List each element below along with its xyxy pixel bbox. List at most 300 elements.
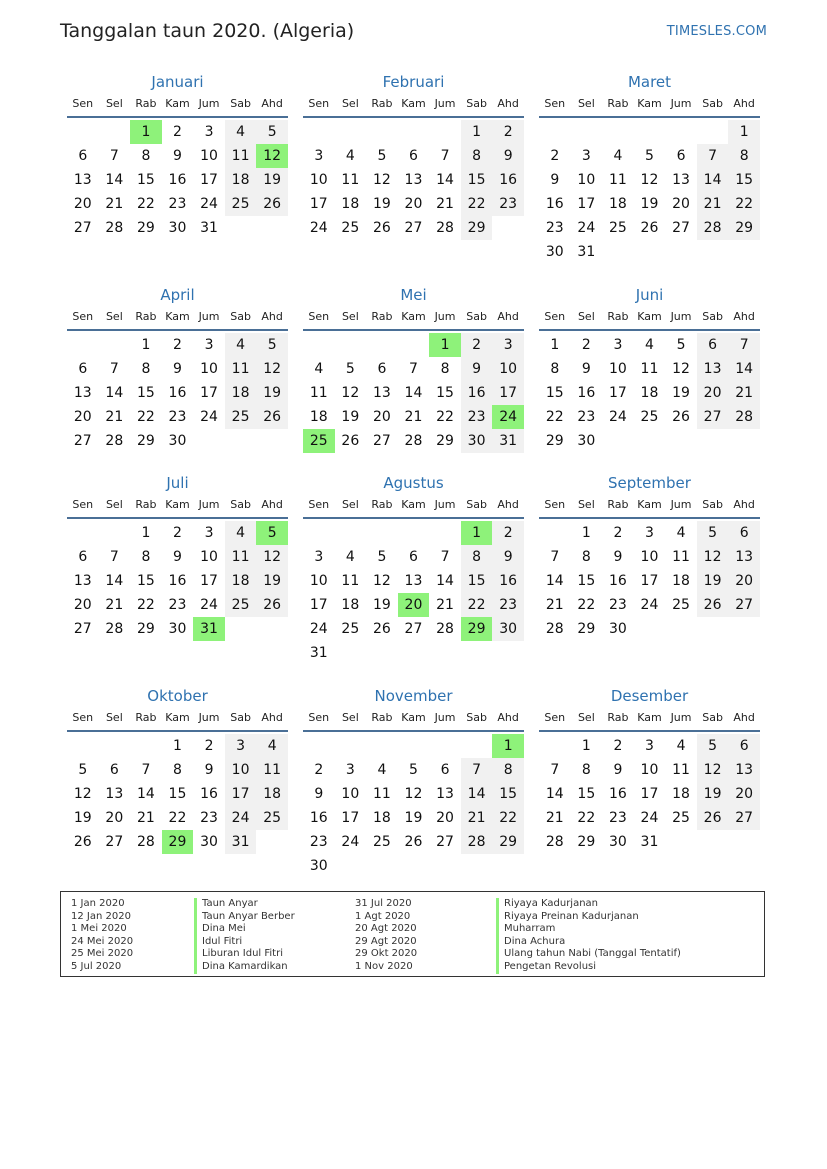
day-cell: 2 bbox=[492, 120, 524, 144]
weekday-label: Rab bbox=[135, 310, 157, 323]
day-cell: 2 bbox=[173, 525, 182, 541]
day-cell: 31 bbox=[577, 244, 596, 260]
day-cell: 22 bbox=[577, 810, 596, 826]
empty-cell bbox=[67, 333, 99, 357]
day-cell: 31 bbox=[309, 645, 328, 661]
holiday-day-cell: 29 bbox=[162, 830, 194, 854]
weekday-label: Sel bbox=[577, 498, 595, 511]
empty-cell bbox=[303, 521, 335, 545]
empty-cell bbox=[665, 120, 697, 144]
weekday-header bbox=[67, 710, 288, 732]
day-cell: 10 bbox=[225, 758, 257, 782]
weekday-label: Jum bbox=[198, 310, 220, 323]
day-cell: 25 bbox=[341, 621, 360, 637]
day-cell: 7 bbox=[409, 361, 418, 377]
weekday-label: Ahd bbox=[261, 310, 283, 323]
day-cell: 11 bbox=[225, 144, 257, 168]
day-cell: 26 bbox=[640, 220, 659, 236]
day-cell: 25 bbox=[640, 409, 659, 425]
day-grid bbox=[539, 333, 760, 453]
day-cell: 21 bbox=[105, 597, 124, 613]
day-cell: 17 bbox=[200, 573, 218, 589]
weekday-label: Sab bbox=[230, 498, 251, 511]
month-maret bbox=[539, 72, 760, 264]
day-cell: 11 bbox=[225, 545, 257, 569]
weekday-label: Sel bbox=[105, 711, 123, 724]
day-cell: 23 bbox=[168, 196, 187, 212]
day-cell: 4 bbox=[345, 148, 355, 164]
day-cell: 23 bbox=[608, 597, 627, 613]
day-cell: 24 bbox=[640, 810, 659, 826]
holiday-day-cell: 29 bbox=[461, 617, 493, 641]
weekday-label: Sel bbox=[341, 97, 359, 110]
holiday-day-cell: 12 bbox=[256, 144, 288, 168]
day-cell: 17 bbox=[341, 810, 360, 826]
day-cell: 13 bbox=[728, 758, 760, 782]
day-cell: 13 bbox=[404, 172, 423, 188]
day-cell: 3 bbox=[225, 734, 257, 758]
day-cell: 26 bbox=[404, 834, 423, 850]
weekday-label: Jum bbox=[198, 498, 220, 511]
day-cell: 21 bbox=[105, 196, 124, 212]
empty-cell bbox=[539, 521, 571, 545]
day-cell: 24 bbox=[341, 834, 360, 850]
month-agustus bbox=[303, 473, 524, 665]
day-cell: 9 bbox=[204, 762, 214, 778]
weekday-label: Ahd bbox=[733, 310, 755, 323]
weekday-label: Rab bbox=[607, 498, 629, 511]
weekday-label: Sab bbox=[466, 310, 487, 323]
day-cell: 19 bbox=[697, 782, 729, 806]
day-cell: 17 bbox=[200, 172, 218, 188]
day-cell: 20 bbox=[105, 810, 124, 826]
day-cell: 11 bbox=[341, 573, 360, 589]
empty-cell bbox=[130, 734, 162, 758]
day-cell: 12 bbox=[697, 758, 729, 782]
day-cell: 19 bbox=[341, 409, 360, 425]
legend-holiday-name: Liburan Idul Fitri bbox=[194, 948, 295, 961]
day-cell: 11 bbox=[309, 385, 328, 401]
day-cell: 20 bbox=[436, 810, 454, 826]
day-cell: 9 bbox=[492, 545, 524, 569]
day-cell: 15 bbox=[728, 168, 760, 192]
empty-cell bbox=[366, 120, 398, 144]
month-name: Juli bbox=[166, 474, 189, 492]
day-cell: 13 bbox=[73, 385, 92, 401]
empty-cell bbox=[303, 120, 335, 144]
legend-names-right bbox=[496, 898, 681, 974]
day-cell: 23 bbox=[608, 810, 627, 826]
day-cell: 22 bbox=[136, 196, 155, 212]
day-cell: 6 bbox=[377, 361, 387, 377]
day-cell: 30 bbox=[577, 433, 596, 449]
weekday-label: Sab bbox=[702, 97, 723, 110]
day-cell: 8 bbox=[173, 762, 182, 778]
weekday-label: Sel bbox=[577, 310, 595, 323]
day-cell: 24 bbox=[309, 621, 328, 637]
day-cell: 17 bbox=[309, 597, 328, 613]
month-name: September bbox=[608, 474, 691, 492]
day-cell: 6 bbox=[409, 549, 418, 565]
day-cell: 28 bbox=[436, 220, 454, 236]
empty-cell bbox=[67, 734, 99, 758]
legend-holiday-name: Muharram bbox=[496, 923, 681, 936]
day-cell: 7 bbox=[550, 549, 560, 565]
legend-dates-left bbox=[71, 898, 133, 974]
day-cell: 30 bbox=[309, 858, 328, 874]
day-cell: 26 bbox=[256, 405, 288, 429]
day-cell: 9 bbox=[173, 148, 182, 164]
day-cell: 15 bbox=[136, 385, 155, 401]
empty-cell bbox=[429, 120, 461, 144]
day-cell: 28 bbox=[461, 830, 493, 854]
legend-date: 24 Mei 2020 bbox=[71, 935, 134, 947]
weekday-label: Sab bbox=[466, 711, 487, 724]
day-cell: 16 bbox=[545, 196, 564, 212]
day-cell: 29 bbox=[545, 433, 564, 449]
day-cell: 6 bbox=[728, 521, 760, 545]
weekday-label: Ahd bbox=[261, 498, 283, 511]
empty-cell bbox=[99, 521, 131, 545]
legend-holiday-name: Riyaya Kadurjanan bbox=[496, 898, 681, 911]
month-name: Maret bbox=[627, 73, 672, 91]
weekday-label: Kam bbox=[637, 711, 662, 724]
day-cell: 25 bbox=[608, 220, 627, 236]
weekday-label: Rab bbox=[135, 97, 157, 110]
day-cell: 6 bbox=[109, 762, 119, 778]
day-cell: 5 bbox=[377, 549, 387, 565]
day-cell: 27 bbox=[73, 433, 92, 449]
day-cell: 21 bbox=[728, 381, 760, 405]
holiday-day-cell: 1 bbox=[130, 120, 162, 144]
day-cell: 23 bbox=[492, 192, 524, 216]
weekday-label: Rab bbox=[371, 711, 393, 724]
weekday-label: Ahd bbox=[733, 711, 755, 724]
day-cell: 8 bbox=[581, 549, 591, 565]
day-cell: 2 bbox=[613, 738, 623, 754]
day-cell: 2 bbox=[613, 525, 623, 541]
empty-cell bbox=[366, 734, 398, 758]
weekday-label: Sen bbox=[544, 711, 566, 724]
day-cell: 26 bbox=[697, 593, 729, 617]
day-cell: 20 bbox=[697, 381, 729, 405]
weekday-label: Sen bbox=[308, 711, 330, 724]
weekday-label: Sen bbox=[308, 310, 330, 323]
holiday-day-cell: 1 bbox=[461, 521, 493, 545]
day-cell: 15 bbox=[136, 172, 155, 188]
legend-holiday-name: Dina Achura bbox=[496, 936, 681, 949]
day-cell: 9 bbox=[461, 357, 493, 381]
day-cell: 3 bbox=[645, 738, 654, 754]
weekday-label: Sab bbox=[230, 97, 251, 110]
day-cell: 19 bbox=[697, 569, 729, 593]
empty-cell bbox=[303, 734, 335, 758]
day-cell: 25 bbox=[225, 593, 257, 617]
day-cell: 1 bbox=[141, 525, 151, 541]
day-cell: 15 bbox=[577, 786, 596, 802]
day-cell: 13 bbox=[728, 545, 760, 569]
day-cell: 13 bbox=[105, 786, 124, 802]
day-cell: 11 bbox=[225, 357, 257, 381]
empty-cell bbox=[571, 120, 603, 144]
day-cell: 10 bbox=[200, 361, 218, 377]
weekday-label: Ahd bbox=[497, 97, 519, 110]
day-cell: 28 bbox=[545, 621, 564, 637]
day-cell: 16 bbox=[168, 172, 187, 188]
day-cell: 5 bbox=[345, 361, 355, 377]
day-cell: 19 bbox=[372, 597, 391, 613]
empty-cell bbox=[303, 333, 335, 357]
day-cell: 27 bbox=[372, 433, 391, 449]
day-cell: 13 bbox=[73, 172, 92, 188]
weekday-header bbox=[67, 96, 288, 118]
day-cell: 12 bbox=[256, 357, 288, 381]
day-cell: 16 bbox=[461, 381, 493, 405]
day-cell: 18 bbox=[608, 196, 627, 212]
day-cell: 2 bbox=[314, 762, 324, 778]
day-cell: 4 bbox=[345, 549, 355, 565]
day-cell: 7 bbox=[109, 549, 119, 565]
day-cell: 19 bbox=[256, 381, 288, 405]
day-cell: 16 bbox=[608, 573, 627, 589]
holiday-day-cell: 31 bbox=[193, 617, 225, 641]
holiday-day-cell: 1 bbox=[492, 734, 524, 758]
day-cell: 13 bbox=[672, 172, 690, 188]
day-cell: 15 bbox=[436, 385, 454, 401]
day-cell: 25 bbox=[225, 405, 257, 429]
legend-date: 1 Agt 2020 bbox=[355, 910, 411, 922]
day-cell: 18 bbox=[309, 409, 328, 425]
weekday-label: Rab bbox=[135, 498, 157, 511]
empty-cell bbox=[539, 120, 571, 144]
weekday-label: Sel bbox=[105, 97, 123, 110]
day-cell: 14 bbox=[545, 786, 564, 802]
weekday-label: Jum bbox=[434, 310, 456, 323]
day-cell: 3 bbox=[314, 148, 324, 164]
empty-cell bbox=[429, 521, 461, 545]
weekday-label: Kam bbox=[165, 498, 190, 511]
day-cell: 5 bbox=[256, 120, 288, 144]
empty-cell bbox=[366, 521, 398, 545]
day-cell: 6 bbox=[78, 148, 88, 164]
day-cell: 1 bbox=[173, 738, 182, 754]
day-cell: 13 bbox=[436, 786, 454, 802]
day-cell: 21 bbox=[436, 196, 454, 212]
day-cell: 6 bbox=[78, 549, 88, 565]
day-grid bbox=[303, 333, 524, 453]
month-name: Mei bbox=[400, 286, 427, 304]
day-cell: 4 bbox=[225, 521, 257, 545]
legend-date: 25 Mei 2020 bbox=[71, 948, 134, 960]
day-cell: 23 bbox=[200, 810, 218, 826]
weekday-label: Sab bbox=[702, 310, 723, 323]
day-cell: 23 bbox=[545, 220, 564, 236]
day-cell: 20 bbox=[728, 782, 760, 806]
weekday-header bbox=[539, 710, 760, 732]
day-cell: 29 bbox=[136, 220, 155, 236]
day-cell: 4 bbox=[377, 762, 387, 778]
weekday-header bbox=[67, 309, 288, 331]
weekday-label: Kam bbox=[401, 97, 426, 110]
day-cell: 6 bbox=[440, 762, 450, 778]
day-cell: 24 bbox=[577, 220, 596, 236]
day-cell: 26 bbox=[341, 433, 360, 449]
day-cell: 14 bbox=[404, 385, 423, 401]
day-cell: 3 bbox=[345, 762, 355, 778]
day-cell: 12 bbox=[256, 545, 288, 569]
day-cell: 25 bbox=[672, 597, 690, 613]
empty-cell bbox=[67, 120, 99, 144]
day-cell: 14 bbox=[136, 786, 155, 802]
day-cell: 9 bbox=[550, 172, 560, 188]
day-cell: 21 bbox=[404, 409, 423, 425]
day-cell: 16 bbox=[492, 168, 524, 192]
month-juni bbox=[539, 285, 760, 453]
day-cell: 21 bbox=[545, 810, 564, 826]
month-november bbox=[303, 686, 524, 878]
day-cell: 11 bbox=[672, 549, 690, 565]
day-cell: 23 bbox=[577, 409, 596, 425]
day-cell: 21 bbox=[105, 409, 124, 425]
weekday-label: Rab bbox=[135, 711, 157, 724]
holiday-day-cell: 24 bbox=[492, 405, 524, 429]
day-cell: 5 bbox=[78, 762, 88, 778]
month-desember bbox=[539, 686, 760, 854]
day-cell: 2 bbox=[461, 333, 493, 357]
legend-date: 1 Jan 2020 bbox=[71, 898, 125, 909]
day-cell: 19 bbox=[73, 810, 92, 826]
day-cell: 27 bbox=[404, 220, 423, 236]
month-januari bbox=[67, 72, 288, 240]
day-cell: 17 bbox=[640, 573, 659, 589]
day-cell: 15 bbox=[136, 573, 155, 589]
day-cell: 8 bbox=[440, 361, 450, 377]
empty-cell bbox=[99, 120, 131, 144]
day-cell: 14 bbox=[697, 168, 729, 192]
month-juli bbox=[67, 473, 288, 641]
weekday-label: Jum bbox=[434, 97, 456, 110]
weekday-label: Sab bbox=[702, 498, 723, 511]
day-cell: 6 bbox=[409, 148, 418, 164]
weekday-label: Sen bbox=[72, 498, 94, 511]
day-cell: 18 bbox=[372, 810, 391, 826]
day-cell: 4 bbox=[314, 361, 324, 377]
day-cell: 2 bbox=[581, 337, 591, 353]
day-cell: 19 bbox=[256, 168, 288, 192]
legend-holiday-name: Dina Kamardikan bbox=[194, 961, 295, 974]
day-cell: 5 bbox=[697, 521, 729, 545]
weekday-label: Rab bbox=[607, 310, 629, 323]
empty-cell bbox=[335, 734, 367, 758]
weekday-label: Sen bbox=[72, 711, 94, 724]
day-cell: 30 bbox=[608, 834, 627, 850]
day-cell: 10 bbox=[492, 357, 524, 381]
empty-cell bbox=[335, 120, 367, 144]
day-cell: 22 bbox=[136, 409, 155, 425]
day-cell: 28 bbox=[545, 834, 564, 850]
day-cell: 13 bbox=[73, 573, 92, 589]
day-cell: 29 bbox=[492, 830, 524, 854]
day-cell: 26 bbox=[256, 593, 288, 617]
month-name: Januari bbox=[151, 73, 204, 91]
weekday-header bbox=[303, 710, 524, 732]
day-cell: 22 bbox=[492, 806, 524, 830]
day-cell: 18 bbox=[341, 597, 360, 613]
day-cell: 22 bbox=[136, 597, 155, 613]
weekday-label: Sen bbox=[544, 310, 566, 323]
day-cell: 15 bbox=[168, 786, 187, 802]
day-cell: 4 bbox=[256, 734, 288, 758]
weekday-label: Sen bbox=[544, 498, 566, 511]
day-cell: 29 bbox=[577, 834, 596, 850]
day-cell: 24 bbox=[200, 597, 218, 613]
day-cell: 23 bbox=[461, 405, 493, 429]
day-cell: 5 bbox=[377, 148, 387, 164]
weekday-label: Ahd bbox=[733, 498, 755, 511]
day-cell: 17 bbox=[577, 196, 596, 212]
day-cell: 7 bbox=[141, 762, 151, 778]
day-cell: 15 bbox=[545, 385, 564, 401]
day-cell: 12 bbox=[372, 172, 391, 188]
day-cell: 27 bbox=[697, 405, 729, 429]
weekday-header bbox=[539, 497, 760, 519]
day-cell: 24 bbox=[225, 806, 257, 830]
day-cell: 19 bbox=[404, 810, 423, 826]
day-cell: 12 bbox=[372, 573, 391, 589]
day-cell: 1 bbox=[728, 120, 760, 144]
day-cell: 18 bbox=[640, 385, 659, 401]
day-cell: 7 bbox=[697, 144, 729, 168]
day-cell: 22 bbox=[436, 409, 454, 425]
day-cell: 14 bbox=[436, 573, 454, 589]
day-cell: 8 bbox=[461, 545, 493, 569]
day-cell: 19 bbox=[672, 385, 690, 401]
day-cell: 27 bbox=[73, 621, 92, 637]
day-cell: 23 bbox=[168, 597, 187, 613]
brand-link[interactable]: TIMESLES.COM bbox=[666, 24, 767, 39]
weekday-header bbox=[303, 96, 524, 118]
weekday-label: Kam bbox=[401, 711, 426, 724]
day-cell: 24 bbox=[200, 409, 218, 425]
weekday-header bbox=[539, 96, 760, 118]
month-name: Agustus bbox=[383, 474, 444, 492]
day-cell: 28 bbox=[105, 433, 124, 449]
weekday-label: Kam bbox=[637, 498, 662, 511]
day-cell: 24 bbox=[640, 597, 659, 613]
empty-cell bbox=[539, 734, 571, 758]
day-cell: 22 bbox=[728, 192, 760, 216]
day-cell: 2 bbox=[492, 521, 524, 545]
day-cell: 9 bbox=[581, 361, 591, 377]
weekday-header bbox=[303, 497, 524, 519]
day-cell: 7 bbox=[728, 333, 760, 357]
day-cell: 10 bbox=[200, 549, 218, 565]
empty-cell bbox=[99, 734, 131, 758]
weekday-label: Ahd bbox=[497, 498, 519, 511]
day-cell: 8 bbox=[492, 758, 524, 782]
legend-holiday-name: Riyaya Preinan Kadurjanan bbox=[496, 911, 681, 924]
day-cell: 7 bbox=[109, 361, 119, 377]
empty-cell bbox=[429, 734, 461, 758]
weekday-label: Kam bbox=[637, 310, 662, 323]
day-cell: 7 bbox=[461, 758, 493, 782]
day-grid bbox=[539, 120, 760, 264]
weekday-label: Ahd bbox=[261, 97, 283, 110]
day-cell: 27 bbox=[404, 621, 423, 637]
day-cell: 29 bbox=[136, 621, 155, 637]
day-grid bbox=[67, 333, 288, 453]
legend-dates-right bbox=[355, 898, 417, 974]
